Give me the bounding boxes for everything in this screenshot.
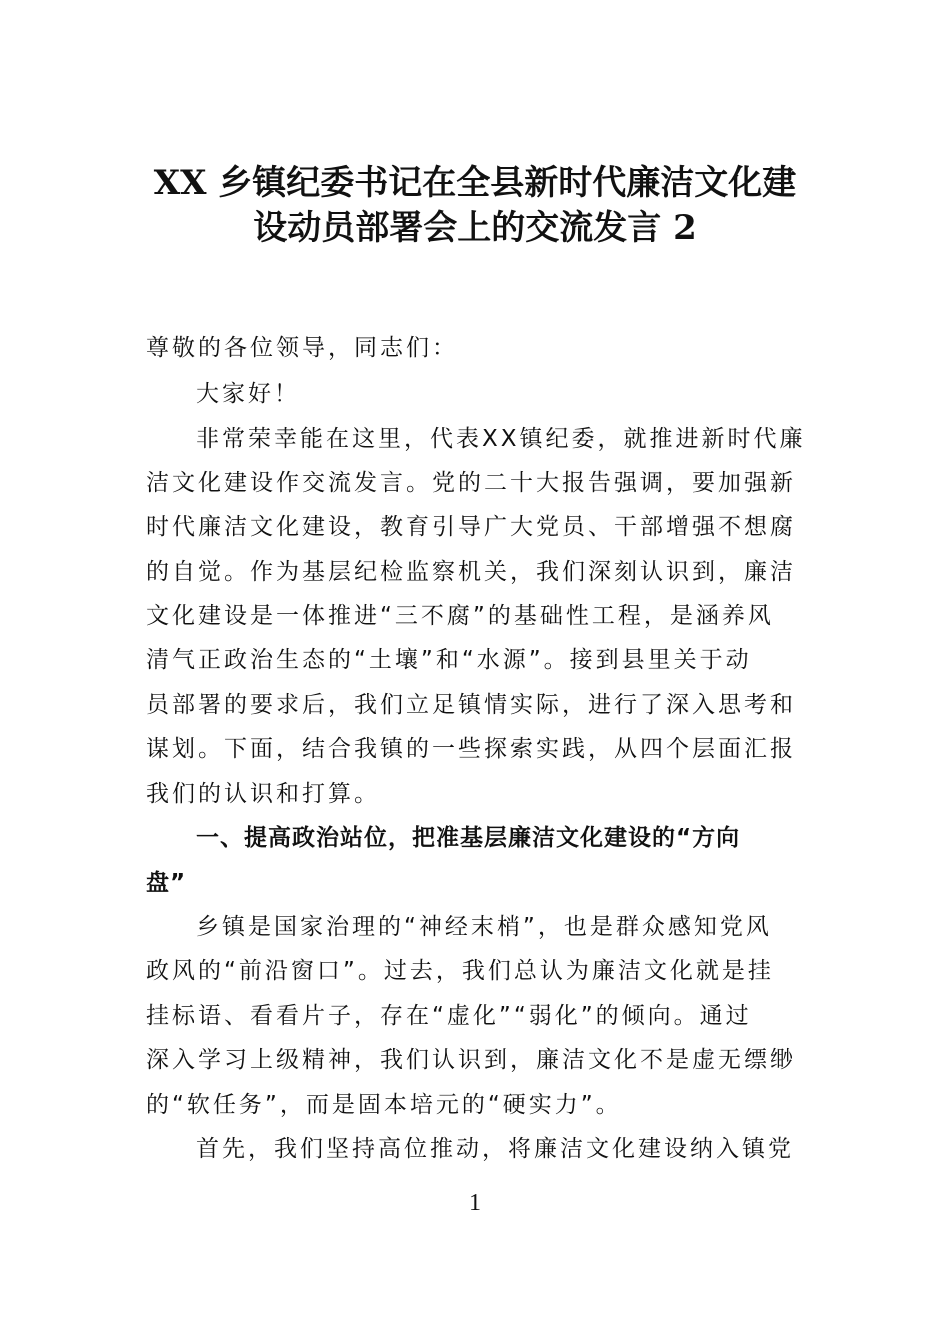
document-title-line-2: 设动员部署会上的交流发言 2: [253, 208, 697, 248]
paragraph-line: 挂标语、看看片子，存在“虚化”“弱化”的倾向。通过: [146, 1003, 752, 1029]
paragraph-line: 乡镇是国家治理的“神经末梢”，也是群众感知党风: [196, 914, 772, 940]
paragraph-line: 洁文化建设作交流发言。党的二十大报告强调，要加强新: [146, 470, 796, 496]
section-heading: 一、提高政治站位，把准基层廉洁文化建设的“方向: [196, 825, 741, 851]
paragraph-line: 首先，我们坚持高位推动，将廉洁文化建设纳入镇党: [196, 1136, 794, 1162]
paragraph-line: 深入学习上级精神，我们认识到，廉洁文化不是虚无缥缈: [146, 1047, 796, 1073]
paragraph-line: 的自觉。作为基层纪检监察机关，我们深刻认识到，廉洁: [146, 559, 796, 585]
salutation: 尊敬的各位领导，同志们：: [146, 335, 458, 361]
paragraph-line: 政风的“前沿窗口”。过去，我们总认为廉洁文化就是挂: [146, 958, 774, 984]
paragraph-line: 我们的认识和打算。: [146, 781, 380, 807]
paragraph-line: 谋划。下面，结合我镇的一些探索实践，从四个层面汇报: [146, 736, 796, 762]
paragraph-line: 员部署的要求后，我们立足镇情实际，进行了深入思考和: [146, 692, 796, 718]
paragraph-line: 的“软任务”，而是固本培元的“硬实力”。: [146, 1092, 622, 1118]
greeting: 大家好！: [196, 381, 300, 407]
paragraph-line: 非常荣幸能在这里，代表XX镇纪委，就推进新时代廉: [196, 426, 806, 452]
paragraph-line: 清气正政治生态的“土壤”和“水源”。接到县里关于动: [146, 647, 752, 673]
page-number: 1: [469, 1190, 481, 1216]
document-title-line-1: XX 乡镇纪委书记在全县新时代廉洁文化建: [153, 163, 797, 203]
paragraph-line: 时代廉洁文化建设，教育引导广大党员、干部增强不想腐: [146, 514, 796, 540]
section-heading-continued: 盘”: [146, 870, 187, 896]
paragraph-line: 文化建设是一体推进“三不腐”的基础性工程，是涵养风: [146, 603, 774, 629]
